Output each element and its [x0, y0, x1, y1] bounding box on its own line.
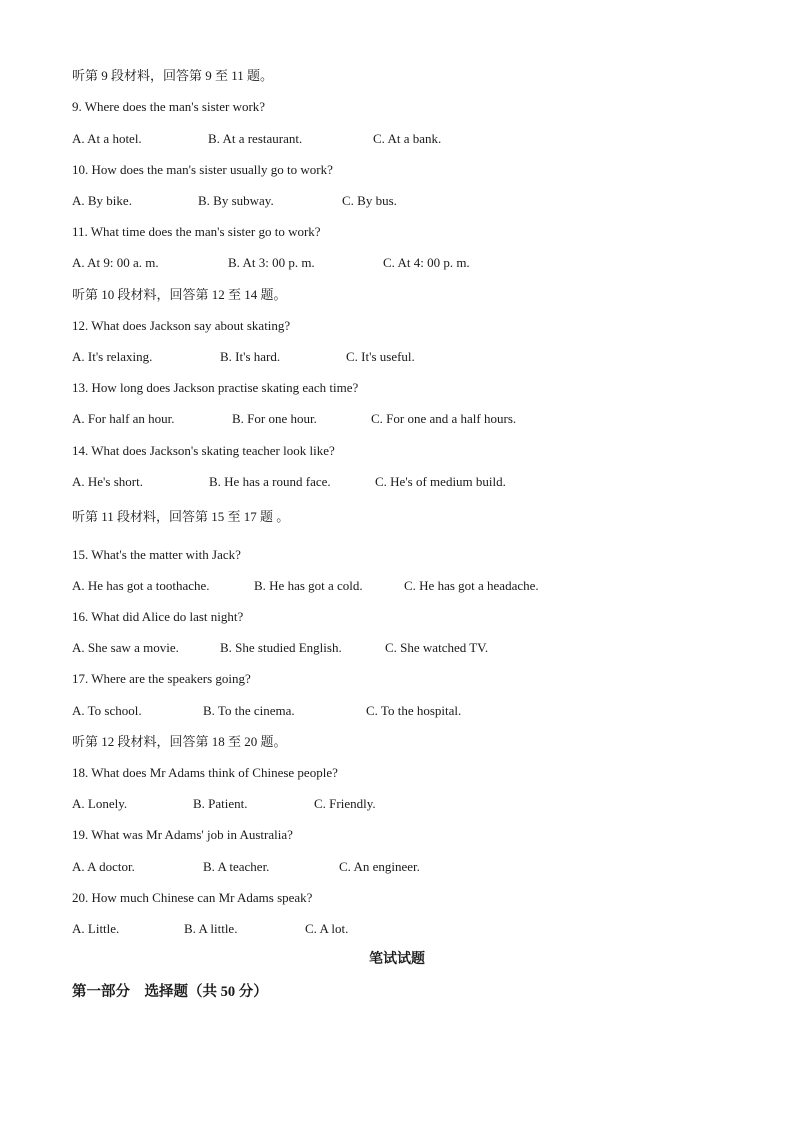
option-b: B. Patient. — [193, 796, 248, 811]
option-c: C. He has got a headache. — [404, 578, 539, 593]
option-c: C. Friendly. — [314, 796, 376, 811]
option-b: B. A teacher. — [203, 859, 270, 874]
options-10 — [72, 193, 732, 209]
option-b: B. He has got a cold. — [254, 578, 363, 593]
question-12: 12. What does Jackson say about skating? — [72, 318, 291, 333]
option-b: B. At a restaurant. — [208, 131, 303, 146]
option-a: A. Lonely. — [72, 796, 128, 811]
option-a: A. It's relaxing. — [72, 349, 153, 364]
question-10: 10. How does the man's sister usually go to work? — [72, 162, 333, 177]
options-9 — [72, 131, 732, 147]
section-heading: 听第 9 段材料，回答第 9 至 11 题。 — [72, 68, 274, 83]
option-c: C. For one and a half hours. — [371, 411, 517, 426]
option-a: A. To school. — [72, 703, 142, 718]
options-14 — [72, 474, 732, 490]
option-c: C. A lot. — [305, 921, 349, 936]
option-a: A. At 9: 00 a. m. — [72, 255, 159, 270]
part-one-title: 第一部分 选择题（共 50 分） — [72, 984, 268, 1000]
written-test-title: 笔试试题 — [369, 952, 425, 967]
options-19 — [72, 859, 732, 875]
question-19: 19. What was Mr Adams' job in Australia? — [72, 827, 293, 842]
question-9: 9. Where does the man's sister work? — [72, 99, 266, 114]
option-a: A. Little. — [72, 921, 120, 936]
option-c: C. At a bank. — [373, 131, 442, 146]
question-13: 13. How long does Jackson practise skating each time? — [72, 380, 359, 395]
options-15 — [72, 578, 732, 594]
question-14: 14. What does Jackson's skating teacher look like? — [72, 443, 335, 458]
option-a: A. She saw a movie. — [72, 640, 179, 655]
options-20 — [72, 921, 732, 937]
option-b: B. She studied English. — [220, 640, 342, 655]
option-b: B. It's hard. — [220, 349, 281, 364]
question-11: 11. What time does the man's sister go to work? — [72, 224, 321, 239]
option-c: C. By bus. — [342, 193, 397, 208]
section-heading: 听第 10 段材料，回答第 12 至 14 题。 — [72, 287, 287, 302]
question-18: 18. What does Mr Adams think of Chinese people? — [72, 765, 338, 780]
option-a: A. He has got a toothache. — [72, 578, 210, 593]
option-b: B. For one hour. — [232, 411, 317, 426]
option-c: C. He's of medium build. — [375, 474, 506, 489]
option-b: B. To the cinema. — [203, 703, 295, 718]
option-a: A. A doctor. — [72, 859, 135, 874]
option-c: C. To the hospital. — [366, 703, 462, 718]
options-12 — [72, 349, 732, 365]
options-11 — [72, 255, 732, 271]
option-a: A. For half an hour. — [72, 411, 175, 426]
options-18 — [72, 796, 732, 812]
option-a: A. At a hotel. — [72, 131, 142, 146]
question-17: 17. Where are the speakers going? — [72, 671, 251, 686]
option-c: C. At 4: 00 p. m. — [383, 255, 470, 270]
section-heading: 听第 11 段材料，回答第 15 至 17 题 。 — [72, 509, 290, 524]
section-heading: 听第 12 段材料，回答第 18 至 20 题。 — [72, 734, 287, 749]
question-16: 16. What did Alice do last night? — [72, 609, 244, 624]
option-a: A. By bike. — [72, 193, 132, 208]
option-c: C. She watched TV. — [385, 640, 489, 655]
question-20: 20. How much Chinese can Mr Adams speak? — [72, 890, 313, 905]
option-b: B. By subway. — [198, 193, 274, 208]
option-b: B. A little. — [184, 921, 238, 936]
option-c: C. An engineer. — [339, 859, 420, 874]
option-b: B. At 3: 00 p. m. — [228, 255, 315, 270]
option-c: C. It's useful. — [346, 349, 415, 364]
option-b: B. He has a round face. — [209, 474, 331, 489]
option-a: A. He's short. — [72, 474, 143, 489]
question-15: 15. What's the matter with Jack? — [72, 547, 241, 562]
options-13 — [72, 411, 732, 427]
options-17 — [72, 703, 732, 719]
options-16 — [72, 640, 732, 656]
